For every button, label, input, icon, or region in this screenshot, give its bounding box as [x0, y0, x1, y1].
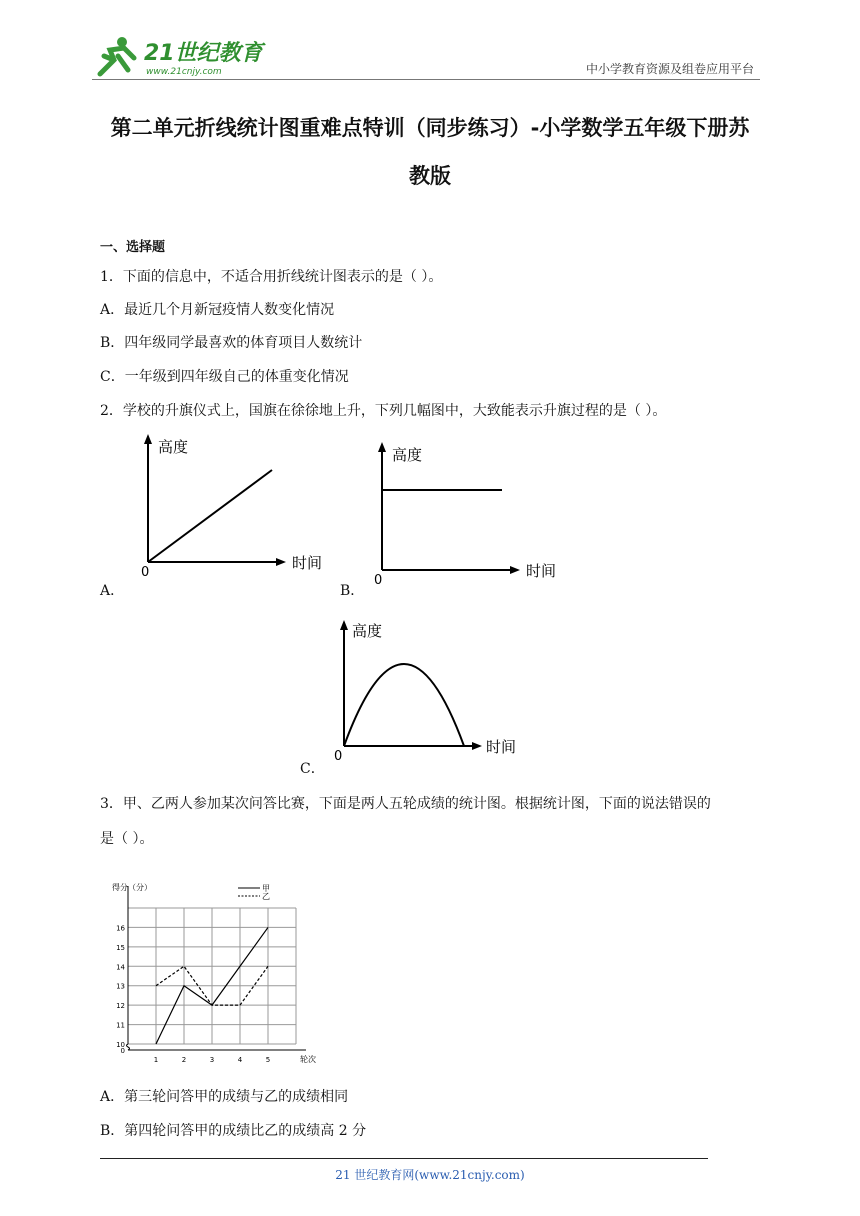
q3-option-b: B．第四轮问答甲的成绩比乙的成绩高 2 分 [100, 1123, 367, 1139]
y-tick-label: 15 [116, 943, 125, 952]
title-line-2: 教版 [409, 164, 451, 188]
graph-b-ylabel: 高度 [392, 446, 423, 464]
q1-option-b: B．四年级同学最喜欢的体育项目人数统计 [100, 335, 363, 351]
graph-c-origin: 0 [334, 749, 343, 764]
graph-c-xlabel: 时间 [486, 738, 517, 756]
graph-a-xlabel: 时间 [292, 554, 323, 572]
header-divider [92, 79, 760, 80]
x-tick-label: 5 [265, 1056, 271, 1064]
logo-url: www.21cnjy.com [146, 67, 222, 77]
graph-c [332, 618, 532, 766]
y-tick-label: 0 [120, 1047, 125, 1055]
runner-icon [100, 37, 134, 74]
graph-b-y-arrow [378, 442, 386, 452]
y-axis-label: 得分（分） [112, 883, 152, 892]
graph-c-y-arrow [340, 620, 348, 630]
legend-label-1: 甲 [262, 884, 270, 893]
section-heading: 一、选择题 [100, 240, 166, 255]
score-line-chart [110, 878, 330, 1064]
x-axis-label: 轮次 [300, 1055, 316, 1064]
footer-divider [100, 1158, 708, 1159]
q3-stem-line-1: 3．甲、乙两人参加某次问答比赛，下面是两人五轮成绩的统计图。根据统计图，下面的说法错误的 [100, 796, 711, 812]
q1-option-c: C．一年级到四年级自己的体重变化情况 [100, 369, 349, 385]
graph-b [370, 440, 570, 588]
y-tick-label: 11 [116, 1021, 125, 1030]
axis-break-mark [127, 1044, 130, 1050]
graph-a-y-arrow [144, 434, 152, 444]
y-tick-label: 16 [116, 924, 125, 933]
site-logo [92, 34, 282, 80]
q1-stem: 1．下面的信息中，不适合用折线统计图表示的是（ ）。 [100, 269, 443, 285]
logo-text: 21世纪教育 [144, 41, 263, 66]
graph-b-x-arrow [510, 566, 520, 574]
x-tick-label: 1 [153, 1056, 159, 1064]
title-line-1: 第二单元折线统计图重难点特训（同步练习）-小学数学五年级下册苏 [110, 116, 750, 140]
y-tick-label: 13 [116, 982, 125, 991]
document-title [60, 104, 800, 200]
y-tick-label: 14 [116, 963, 125, 972]
x-tick-label: 4 [237, 1056, 243, 1064]
graph-b-origin: 0 [374, 573, 383, 588]
y-tick-label: 10 [116, 1041, 125, 1049]
graph-a [136, 432, 336, 580]
graph-c-curve [344, 664, 464, 746]
q1-option-a: A．最近几个月新冠疫情人数变化情况 [100, 302, 335, 318]
q2-option-c: C． [300, 761, 325, 777]
platform-label: 中小学教育资源及组卷应用平台 [585, 62, 754, 76]
graph-a-origin: 0 [141, 565, 150, 580]
q2-option-b: B． [340, 583, 365, 599]
graph-c-x-arrow [472, 742, 482, 750]
x-tick-label: 2 [181, 1056, 187, 1064]
graph-c-ylabel: 高度 [352, 622, 383, 640]
q3-stem-line-2: 是（ ）。 [100, 831, 154, 847]
footer-link[interactable]: 21 世纪教育网(www.21cnjy.com) [335, 1168, 525, 1182]
graph-a-ylabel: 高度 [158, 438, 189, 456]
graph-b-xlabel: 时间 [526, 562, 557, 580]
q2-option-a: A． [100, 583, 125, 599]
graph-a-line [148, 470, 272, 562]
x-tick-label: 3 [209, 1056, 215, 1064]
q2-stem: 2．学校的升旗仪式上，国旗在徐徐地上升，下列几幅图中，大致能表示升旗过程的是（ ）。 [100, 403, 667, 419]
q3-option-a: A．第三轮问答甲的成绩与乙的成绩相同 [100, 1089, 349, 1105]
legend-label-2: 乙 [262, 892, 270, 901]
graph-a-x-arrow [276, 558, 286, 566]
y-tick-label: 12 [116, 1002, 125, 1011]
